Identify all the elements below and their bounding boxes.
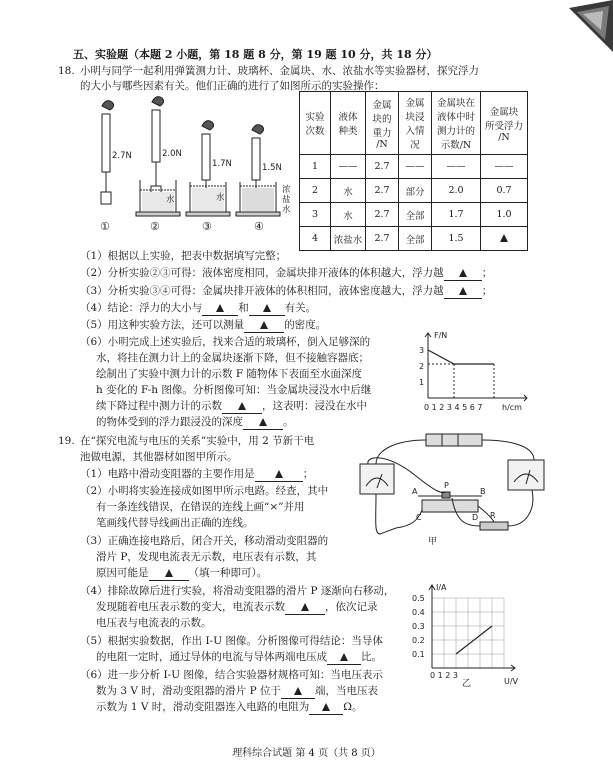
th-1-a: 实验 — [305, 112, 325, 123]
q19-number: 19. — [58, 435, 75, 447]
q18-sub1: （1）根据以上实验，把表中数据填写完整； — [80, 250, 287, 262]
q18-intro-line1: 小明与同学一起利用弹簧测力计、玻璃杯、金属块、水、浓盐水等实验器材，探究浮力 — [80, 65, 479, 77]
cell: 2.0 — [432, 179, 481, 203]
cell: 水 — [331, 203, 366, 227]
q19-sub6-text-a: 数为 3 V 时，滑动变阻器的滑片 P 位于 — [96, 685, 282, 697]
cell: 1.0 — [481, 203, 528, 227]
i-u-ylabel: I/A — [436, 583, 447, 592]
table-header-row — [300, 92, 528, 155]
cell: —— — [432, 155, 481, 179]
q19-sub2-line2: 有一条连线错误，在错误的连线上画“×”并用 — [96, 501, 305, 513]
q18-sub4-text-a: （4）结论：浮力的大小与 — [80, 302, 203, 314]
q19-sub4-line3: 电压表与电流表的示数。 — [96, 617, 212, 629]
q18-sub6-line5 — [96, 399, 367, 414]
cell: 1.7 — [432, 203, 481, 227]
q19-sub4-text-a: 发现随着电压表示数的变大，电流表示数 — [96, 601, 285, 613]
table-row — [300, 179, 528, 203]
q18-sub6-text-c: 的物体受到的浮力跟浸没的深度 — [96, 416, 243, 428]
table-row — [300, 203, 528, 227]
f-h-graph — [414, 328, 532, 416]
label-P: P — [444, 481, 449, 490]
q18-sub3: （3）分析实验③④可得：金属块排开液体的体积相同，液体密度越大，浮力越 ； — [80, 285, 493, 297]
q18-sub6-line1: （6）小明完成上述实验后，找来合适的玻璃杯，倒入足够深的 — [80, 336, 371, 348]
answer-blank-triangle — [481, 227, 528, 251]
th-5-c: 测力计的 — [436, 126, 475, 137]
th-4-c: 入情 — [405, 126, 425, 137]
answer-blank[interactable] — [444, 266, 482, 281]
circle-1: ① — [100, 220, 110, 233]
q19-sub1: （1）电路中滑动变阻器的主要作用是 ； — [80, 468, 314, 480]
table-row — [300, 155, 528, 179]
q19-sub4-line2 — [96, 600, 378, 615]
q18-sub4-text-c: 有关。 — [284, 302, 317, 314]
q18-sub6-line2: 水，将挂在测力计上的金属块逐渐下降，但不接触容器底； — [96, 352, 369, 364]
q18-sub6-text-a: 续下降过程中测力计的示数 — [96, 400, 222, 412]
answer-blank[interactable] — [149, 566, 189, 581]
q18-sub6-line3: 绘制出了实验中测力计的示数 F 随物体下表面至水面深度 — [96, 368, 362, 380]
f-h-xticks: 0 1 2 3 4 5 6 7 — [424, 403, 483, 412]
circle-3: ③ — [202, 220, 212, 233]
cell: 1.5 — [432, 227, 481, 251]
f-h-ytick: 3 — [419, 346, 425, 355]
answer-blank[interactable] — [243, 415, 283, 430]
q19-sub2-line3: 笔画线代替导线画出正确的连线。 — [96, 517, 254, 529]
q19-sub6-text-d: Ω。 — [343, 701, 363, 713]
q19-sub5-line1: （5）根据实验数据，作出 I-U 图像。分析图像可得结论：当导体 — [80, 635, 383, 647]
cell: 全部 — [399, 227, 432, 251]
answer-blank[interactable] — [202, 301, 238, 316]
q19-sub6-line1: （6）进一步分析 I-U 图像，结合实验器材规格可知：当电压表示 — [80, 669, 383, 681]
circle-2: ② — [150, 220, 160, 233]
answer-blank[interactable] — [249, 301, 285, 316]
th-3-d: /N — [376, 138, 388, 150]
th-3-b: 块的 — [372, 113, 392, 125]
q19-sub3-text-b: （填一种即可）。 — [188, 567, 268, 579]
cell: 1 — [300, 155, 331, 179]
label-A: A — [412, 487, 418, 496]
f-h-ytick: 1 — [419, 378, 425, 387]
th-5-a: 金属块在 — [436, 98, 475, 109]
reading-4: 1.5N — [262, 163, 282, 173]
th-2-b: 种类 — [338, 126, 358, 137]
i-u-ytick: 0.4 — [412, 608, 425, 617]
brine-label-2: 盐 — [282, 195, 291, 205]
th-6-c: /N — [498, 131, 510, 143]
th-3-a: 金属 — [372, 99, 392, 111]
f-h-ytick: 2 — [419, 362, 425, 371]
circle-4: ④ — [254, 220, 264, 233]
cell: 4 — [300, 227, 331, 251]
answer-blank[interactable] — [309, 700, 343, 715]
cell: 0.7 — [481, 179, 528, 203]
answer-blank[interactable] — [222, 399, 262, 414]
th-2-a: 液体 — [338, 112, 358, 123]
q18-sub4 — [80, 301, 316, 316]
q19-sub1-text: （1）电路中滑动变阻器的主要作用是 — [80, 468, 255, 480]
q18-sub5-text-b: 的密度。 — [284, 319, 327, 331]
reading-3: 1.7N — [212, 159, 232, 169]
th-1-b: 次数 — [305, 126, 325, 137]
q19-sub3-text-a: 原因可能是 — [96, 567, 149, 579]
reading-1: 2.7N — [112, 151, 132, 161]
q19-sub5-text-a: 的电阻一定时，通过导体的电流与导体两端电压成 — [96, 651, 327, 663]
cell: —— — [481, 155, 528, 179]
i-u-graph — [410, 580, 524, 688]
cell: 2.7 — [366, 227, 399, 251]
q19-sub6-line3 — [96, 700, 363, 715]
th-5-d: 示数/N — [440, 140, 472, 151]
i-u-ytick: 0.5 — [412, 594, 425, 603]
cell: 浓盐水 — [331, 227, 366, 251]
label-D: D — [472, 513, 479, 522]
th-3-c: 重力 — [372, 127, 392, 139]
cell: —— — [399, 155, 432, 179]
f-h-xlabel: h/cm — [502, 403, 522, 412]
i-u-ytick: 0.1 — [412, 650, 425, 659]
th-4-b: 块浸 — [405, 112, 425, 123]
cell: 3 — [300, 203, 331, 227]
q19-sub4-line1: （4）排除故障后进行实验，将滑动变阻器的滑片 P 逐渐向右移动， — [80, 585, 395, 597]
cell: 2 — [300, 179, 331, 203]
cell: 2.7 — [366, 179, 399, 203]
caption-yi: 乙 — [462, 679, 472, 688]
th-4-a: 金属 — [405, 98, 425, 109]
q18-sub6-text-b: ，这表明：浸没在水中 — [262, 400, 367, 412]
q19-sub6-line2 — [96, 684, 378, 699]
label-C: C — [416, 513, 422, 522]
q18-sub5-text-a: （5）用这种实验方法，还可以测量 — [80, 319, 245, 331]
answer-blank[interactable] — [444, 284, 482, 299]
answer-blank[interactable] — [255, 467, 303, 482]
liquid-label-3: 水 — [216, 193, 225, 203]
cell: —— — [331, 155, 366, 179]
cell: 部分 — [399, 179, 432, 203]
answer-blank[interactable] — [281, 684, 315, 699]
th-5-b: 液体中时 — [436, 112, 475, 123]
q19-intro-line2: 池做电源，其他器材如图甲所示。 — [80, 451, 238, 463]
i-u-xticks: 0 1 2 3 — [430, 671, 458, 680]
q18-spring-scale-figure — [88, 96, 296, 236]
q18-sub2: （2）分析实验②③可得：液体密度相同，金属块排开液体的体积越大，浮力越 ； — [80, 267, 493, 279]
circuit-figure-a — [356, 430, 556, 550]
liquid-label-2: 水 — [166, 195, 175, 205]
q18-sub4-text-b: 和 — [238, 302, 249, 314]
table-row — [300, 227, 528, 251]
q18-intro-line2: 的大小与哪些因素有关。他们正确的进行了如图所示的实验操作： — [80, 80, 385, 92]
th-6-a: 金属块 — [489, 106, 519, 118]
i-u-ytick: 0.2 — [412, 636, 425, 645]
i-u-ytick: 0.3 — [412, 622, 425, 631]
q19-sub3-line3 — [96, 566, 267, 581]
brine-label-1: 浓 — [282, 185, 291, 195]
cell: 全部 — [399, 203, 432, 227]
answer-blank[interactable] — [327, 650, 361, 665]
th-6-b: 所受浮力 — [484, 120, 523, 132]
label-R: R — [490, 511, 496, 520]
q19-sub3-line1: （3）正确连接电路后，闭合开关，移动滑动变阻器的 — [80, 535, 329, 547]
answer-blank[interactable] — [285, 600, 325, 615]
section-title: 五、实验题（本题 2 小题，第 18 题 8 分，第 19 题 10 分，共 18 分） — [73, 48, 438, 61]
caption-jia: 甲 — [428, 537, 438, 547]
q18-sub3-text: （3）分析实验③④可得：金属块排开液体的体积相同，液体密度越大，浮力越 — [80, 285, 444, 297]
q19-sub2-line1: （2）小明将实验连接成如图甲所示电路。经查，其中 — [80, 485, 329, 497]
corner-triangle-decoration — [569, 0, 613, 52]
i-u-xlabel: U/V — [504, 677, 519, 686]
q19-sub4-text-b: ，依次记录 — [325, 601, 378, 613]
cell: 水 — [331, 179, 366, 203]
reading-2: 2.0N — [162, 149, 182, 159]
q19-sub3-line2: 滑片 P，发现电流表无示数，电压表有示数，其 — [96, 551, 317, 563]
q19-sub6-text-c: 示数为 1 V 时，滑动变阻器连入电路的电阻为 — [96, 701, 310, 713]
page-footer: 理科综合试题 第 4 页（共 8 页） — [232, 748, 381, 759]
q18-sub5 — [80, 318, 326, 333]
answer-blank[interactable] — [244, 318, 284, 333]
q18-number: 18. — [58, 65, 75, 77]
q18-sub2-text: （2）分析实验②③可得：液体密度相同，金属块排开液体的体积越大，浮力越 — [80, 267, 444, 279]
q18-sub6-line6: 的物体受到的浮力跟浸没的深度 。 — [96, 416, 294, 428]
f-h-ylabel: F/N — [434, 331, 448, 340]
label-B: B — [480, 487, 486, 496]
q19-intro-line1: 在“探究电流与电压的关系”实验中，用 2 节新干电 — [80, 435, 315, 447]
cell: 2.7 — [366, 203, 399, 227]
q18-sub6-line4: h 变化的 F-h 图像。分析图像可知：当金属块浸没水中后继 — [96, 384, 372, 396]
th-4-d: 况 — [410, 140, 420, 151]
q19-sub5-line2 — [96, 650, 382, 665]
cell: 2.7 — [366, 155, 399, 179]
q19-sub5-text-b: 比。 — [361, 651, 382, 663]
brine-label-3: 水 — [282, 205, 291, 215]
q18-data-table — [299, 91, 528, 251]
q19-sub6-text-b: 端，当电压表 — [315, 685, 379, 697]
